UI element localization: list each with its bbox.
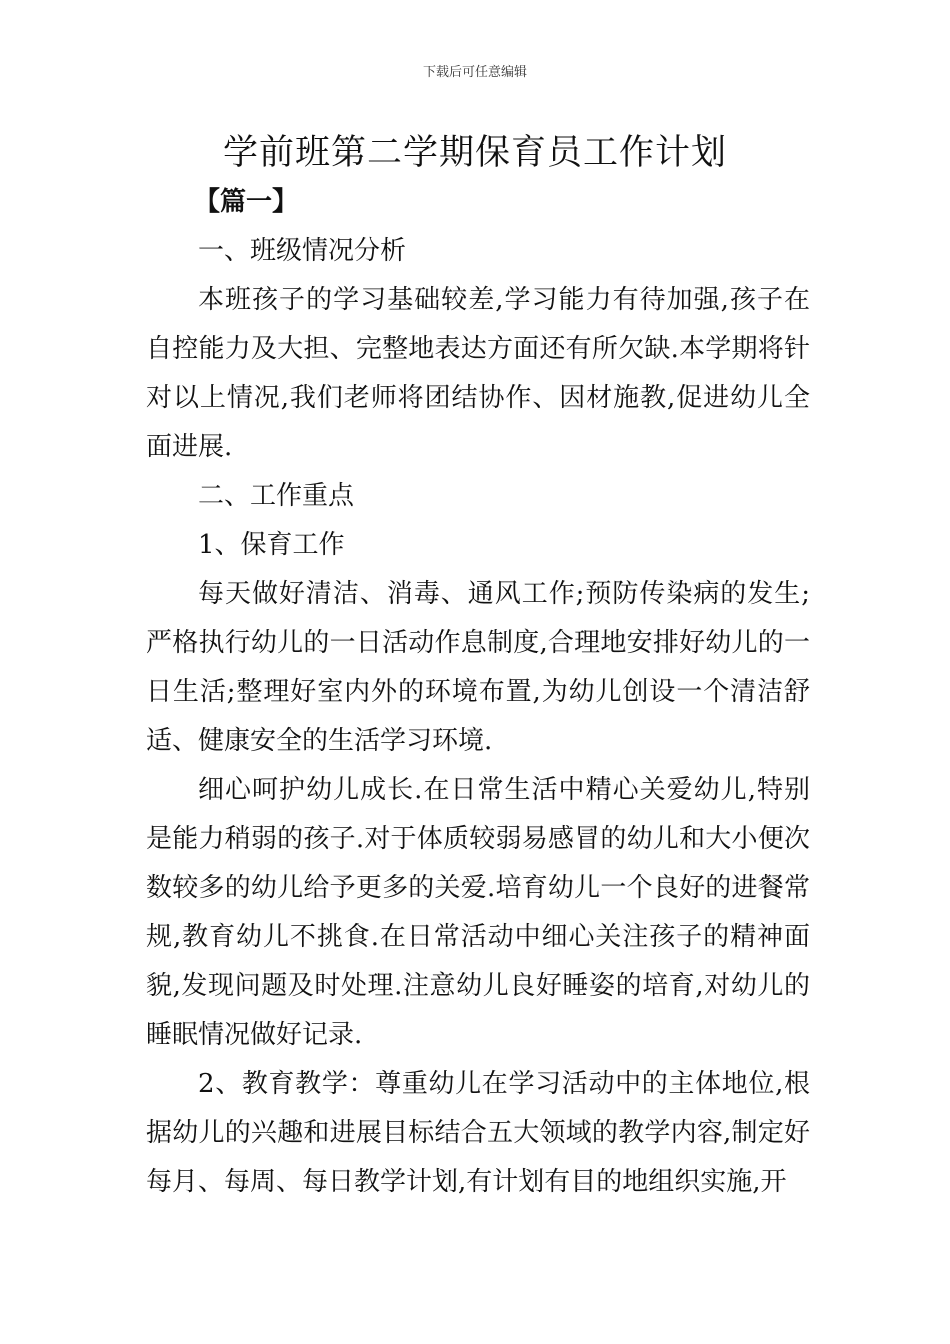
page-header-note: 下载后可任意编辑 [422, 65, 527, 80]
heading-work-focus: 二、工作重点 [198, 481, 355, 511]
paragraph-child-growth: 细心呵护幼儿成长.在日常生活中精心关爱幼儿,特别是能力稍弱的孩子.对于体质较弱易感冒的幼儿和大小便次数较多的幼儿给予更多的关爱.培育幼儿一个良好的进餐常规,教育幼儿不挑食.在日常活动中细心关注孩子的精神面貌,发现问题及时处理.注意幼儿良好睡姿的培育,对幼儿的睡眠情况做好记录. [146, 775, 810, 1050]
heading-class-analysis: 一、班级情况分析 [198, 236, 407, 266]
document-body [146, 178, 810, 1207]
section-tag: 【篇一】 [194, 187, 299, 217]
paragraph-daily-care: 每天做好清洁、消毒、通风工作;预防传染病的发生;严格执行幼儿的一日活动作息制度,合理地安排好幼儿的一日生活;整理好室内外的环境布置,为幼儿创设一个清洁舒适、健康安全的生活学习环境. [146, 579, 810, 756]
paragraph-class-analysis: 本班孩子的学习基础较差,学习能力有待加强,孩子在自控能力及大担、完整地表达方面还有所欠缺.本学期将针对以上情况,我们老师将团结协作、因材施教,促进幼儿全面进展. [146, 285, 810, 462]
paragraph-teaching: 2、教育教学：尊重幼儿在学习活动中的主体地位,根据幼儿的兴趣和进展目标结合五大领域的教学内容,制定好每月、每周、每日教学计划,有计划有目的地组织实施,开 [146, 1069, 810, 1197]
heading-care-work: 1、保育工作 [198, 530, 345, 560]
document-title: 学前班第二学期保育员工作计划 [222, 133, 727, 173]
